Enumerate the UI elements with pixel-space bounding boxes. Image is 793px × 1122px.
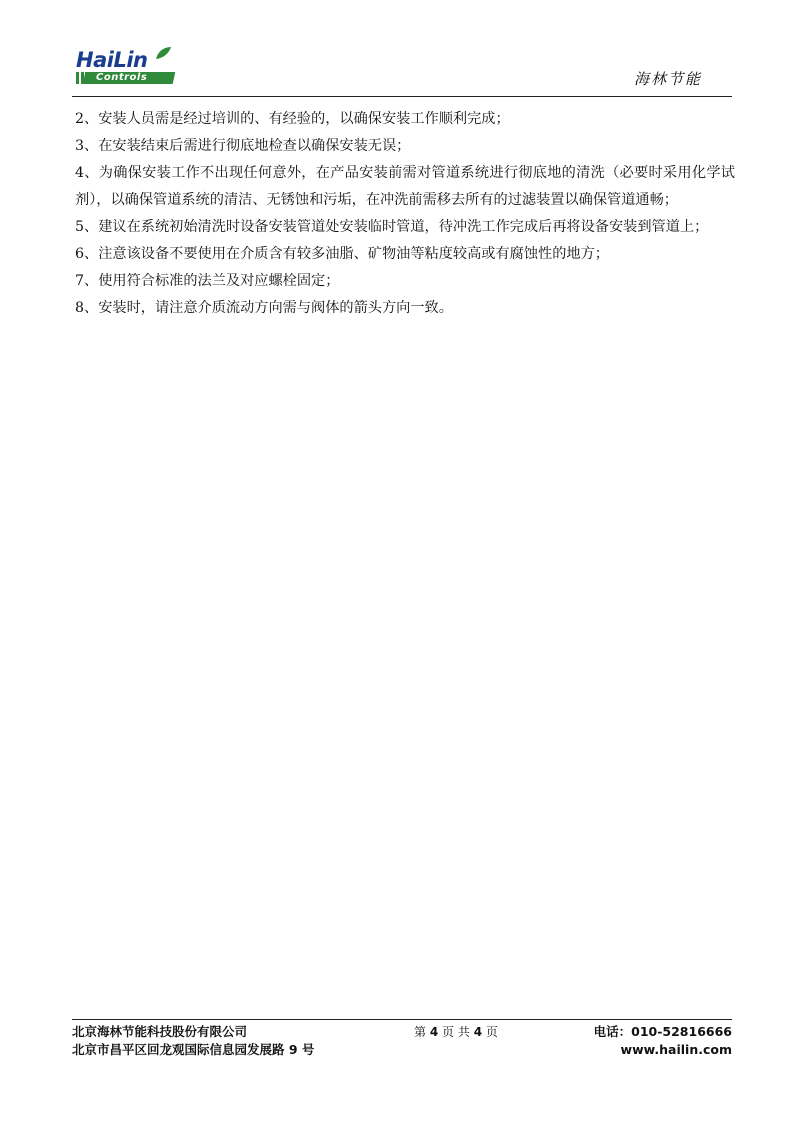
list-item: 8、安装时，请注意介质流动方向需与阀体的箭头方向一致。 <box>75 300 453 316</box>
page-current: 4 <box>429 1025 439 1039</box>
hailin-logo <box>76 44 176 90</box>
page-mid: 页 共 <box>442 1025 470 1039</box>
logo-subtitle: Controls <box>96 72 148 83</box>
list-item: 5、建议在系统初始清洗时设备安装管道处安装临时管道，待冲洗工作完成后再将设备安装到管道上； <box>75 219 709 235</box>
logo-stripes-icon <box>74 72 88 84</box>
phone-number: 电话：010-52816666 <box>593 1024 732 1039</box>
company-name: 北京海林节能科技股份有限公司 <box>72 1024 248 1039</box>
page-prefix: 第 <box>414 1025 427 1039</box>
list-item: 2、安装人员需是经过培训的、有经验的，以确保安装工作顺利完成； <box>75 111 510 127</box>
website-url: www.hailin.com <box>620 1042 732 1057</box>
list-item: 3、在安装结束后需进行彻底地检查以确保安装无误； <box>75 138 411 154</box>
document-body <box>75 106 735 322</box>
page-suffix: 页 <box>485 1025 498 1039</box>
page-total: 4 <box>473 1025 483 1039</box>
company-address: 北京市昌平区回龙观国际信息园发展路 9 号 <box>72 1042 315 1057</box>
leaf-icon <box>154 46 172 60</box>
list-item: 4、为确保安装工作不出现任何意外，在产品安装前需对管道系统进行彻底地的清洗（必要时采用化学试剂），以确保管道系统的清洁、无锈蚀和污垢，在冲洗前需移去所有的过滤装置以确保管道通畅； <box>75 165 735 208</box>
list-item: 6、注意该设备不要使用在介质含有较多油脂、矿物油等粘度较高或有腐蚀性的地方； <box>75 246 609 262</box>
logo-wordmark: HaiLin <box>76 48 148 72</box>
page-header <box>72 40 732 97</box>
page-indicator <box>414 1023 498 1041</box>
brand-name-cn: 海林节能 <box>633 70 702 88</box>
page-footer <box>72 1019 732 1059</box>
list-item: 7、使用符合标准的法兰及对应螺栓固定； <box>75 273 340 289</box>
